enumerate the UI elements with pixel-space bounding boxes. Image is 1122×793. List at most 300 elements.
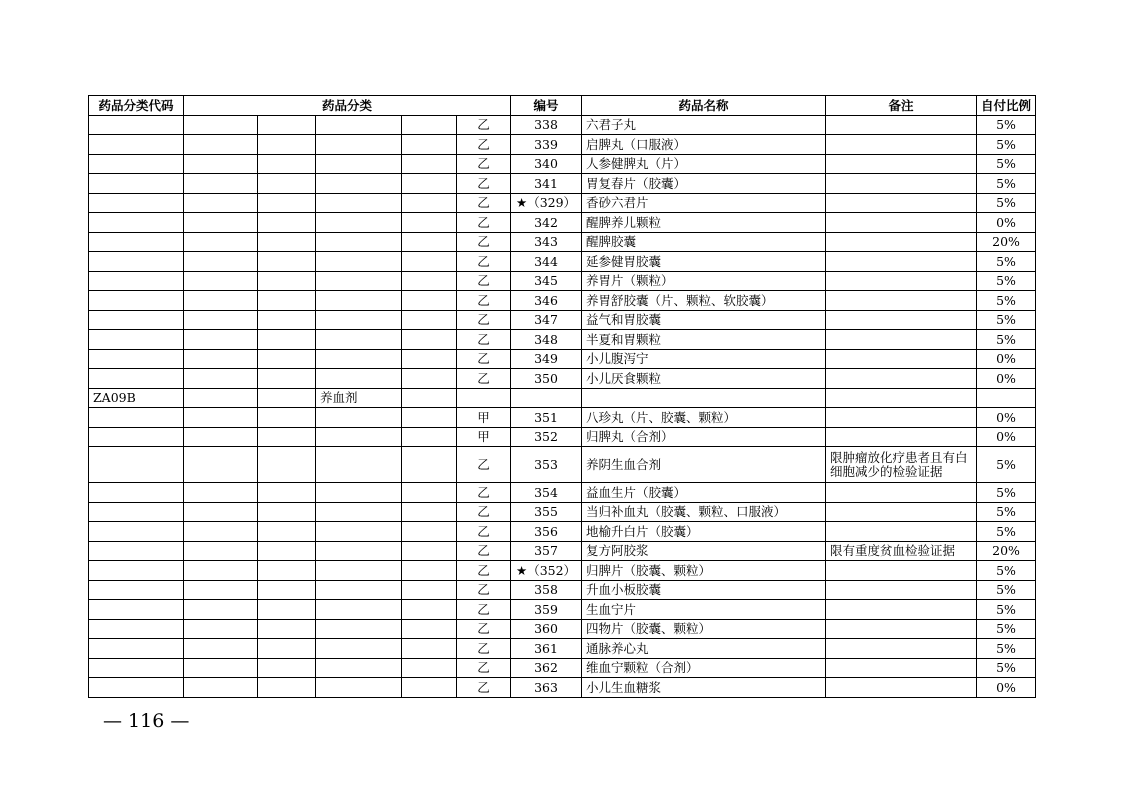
cell-num: 363 — [511, 678, 582, 698]
cell-ratio: 5% — [977, 135, 1036, 155]
table-row — [89, 408, 1036, 428]
cell-empty — [184, 388, 258, 408]
cell-empty — [258, 369, 316, 389]
cell-empty — [402, 427, 457, 447]
cell-num: 357 — [511, 541, 582, 561]
cell-empty — [402, 541, 457, 561]
cell-empty — [258, 658, 316, 678]
cell-category — [316, 639, 402, 659]
cell-empty — [402, 658, 457, 678]
cell-name: 半夏和胃颗粒 — [582, 330, 826, 350]
cell-category — [316, 619, 402, 639]
cell-category — [316, 447, 402, 483]
cell-empty — [184, 369, 258, 389]
cell-num: ★（329） — [511, 193, 582, 213]
cell-code — [89, 349, 184, 369]
cell-ratio: 0% — [977, 678, 1036, 698]
cell-name: 香砂六君片 — [582, 193, 826, 213]
cell-category — [316, 522, 402, 542]
cell-ratio: 20% — [977, 232, 1036, 252]
cell-empty — [184, 658, 258, 678]
cell-code — [89, 600, 184, 620]
table-row — [89, 135, 1036, 155]
cell-level: 乙 — [457, 174, 511, 194]
cell-empty — [402, 291, 457, 311]
cell-remark — [826, 600, 977, 620]
cell-code — [89, 369, 184, 389]
cell-num: 348 — [511, 330, 582, 350]
cell-ratio: 5% — [977, 522, 1036, 542]
cell-code — [89, 174, 184, 194]
cell-empty — [258, 291, 316, 311]
table-row — [89, 522, 1036, 542]
table-row — [89, 447, 1036, 483]
cell-category — [316, 369, 402, 389]
cell-level: 乙 — [457, 232, 511, 252]
cell-code — [89, 232, 184, 252]
table-row — [89, 502, 1036, 522]
cell-remark — [826, 291, 977, 311]
cell-ratio: 5% — [977, 193, 1036, 213]
cell-category — [316, 174, 402, 194]
cell-category — [316, 135, 402, 155]
header-row — [89, 96, 1036, 116]
cell-ratio: 5% — [977, 154, 1036, 174]
cell-empty — [258, 639, 316, 659]
cell-empty — [184, 213, 258, 233]
cell-level: 乙 — [457, 291, 511, 311]
cell-num: 351 — [511, 408, 582, 428]
cell-empty — [258, 502, 316, 522]
cell-level: 乙 — [457, 522, 511, 542]
cell-code — [89, 502, 184, 522]
table-row — [89, 388, 1036, 408]
cell-num: 339 — [511, 135, 582, 155]
cell-remark: 限有重度贫血检验证据 — [826, 541, 977, 561]
cell-remark — [826, 154, 977, 174]
cell-level: 乙 — [457, 330, 511, 350]
cell-empty — [258, 271, 316, 291]
cell-ratio: 5% — [977, 252, 1036, 272]
table-row — [89, 580, 1036, 600]
cell-empty — [258, 232, 316, 252]
cell-code — [89, 291, 184, 311]
cell-code: ZA09B — [89, 388, 184, 408]
cell-ratio: 5% — [977, 174, 1036, 194]
cell-level: 乙 — [457, 252, 511, 272]
cell-empty — [402, 600, 457, 620]
cell-category — [316, 154, 402, 174]
cell-empty — [184, 483, 258, 503]
cell-remark — [826, 271, 977, 291]
cell-code — [89, 330, 184, 350]
cell-empty — [402, 619, 457, 639]
cell-category — [316, 213, 402, 233]
cell-num: 340 — [511, 154, 582, 174]
cell-num: 359 — [511, 600, 582, 620]
cell-num: 352 — [511, 427, 582, 447]
table-row — [89, 115, 1036, 135]
cell-code — [89, 115, 184, 135]
cell-name: 小儿生血糖浆 — [582, 678, 826, 698]
cell-ratio: 5% — [977, 483, 1036, 503]
cell-remark — [826, 658, 977, 678]
cell-level: 乙 — [457, 639, 511, 659]
cell-remark — [826, 174, 977, 194]
cell-ratio: 5% — [977, 619, 1036, 639]
table-row — [89, 619, 1036, 639]
cell-num: 358 — [511, 580, 582, 600]
cell-name: 益气和胃胶囊 — [582, 310, 826, 330]
cell-remark — [826, 369, 977, 389]
cell-code — [89, 561, 184, 581]
cell-remark — [826, 561, 977, 581]
cell-empty — [402, 310, 457, 330]
cell-remark — [826, 349, 977, 369]
table-row — [89, 330, 1036, 350]
cell-empty — [402, 388, 457, 408]
cell-name: 升血小板胶囊 — [582, 580, 826, 600]
cell-ratio: 5% — [977, 115, 1036, 135]
table-row — [89, 349, 1036, 369]
cell-code — [89, 580, 184, 600]
cell-category — [316, 310, 402, 330]
cell-empty — [402, 349, 457, 369]
cell-num: 360 — [511, 619, 582, 639]
cell-name: 人参健脾丸（片） — [582, 154, 826, 174]
cell-level: 甲 — [457, 427, 511, 447]
header-name: 药品名称 — [582, 96, 826, 116]
cell-name: 养阴生血合剂 — [582, 447, 826, 483]
cell-name: 醒脾养儿颗粒 — [582, 213, 826, 233]
cell-name: 延参健胃胶囊 — [582, 252, 826, 272]
cell-num: 344 — [511, 252, 582, 272]
table-row — [89, 154, 1036, 174]
cell-level: 乙 — [457, 561, 511, 581]
cell-num: 361 — [511, 639, 582, 659]
cell-empty — [402, 502, 457, 522]
cell-empty — [184, 678, 258, 698]
cell-empty — [184, 408, 258, 428]
cell-empty — [402, 522, 457, 542]
cell-num: ★（352） — [511, 561, 582, 581]
cell-ratio: 5% — [977, 639, 1036, 659]
cell-num: 353 — [511, 447, 582, 483]
cell-empty — [402, 154, 457, 174]
cell-ratio: 5% — [977, 291, 1036, 311]
cell-category — [316, 349, 402, 369]
table-row — [89, 291, 1036, 311]
table-row — [89, 658, 1036, 678]
cell-empty — [184, 522, 258, 542]
cell-level: 乙 — [457, 135, 511, 155]
cell-ratio: 5% — [977, 271, 1036, 291]
cell-remark — [826, 388, 977, 408]
cell-remark — [826, 330, 977, 350]
drug-list-table — [88, 95, 1036, 698]
cell-empty — [258, 580, 316, 600]
cell-code — [89, 522, 184, 542]
cell-empty — [184, 619, 258, 639]
cell-empty — [184, 427, 258, 447]
cell-code — [89, 408, 184, 428]
cell-empty — [402, 408, 457, 428]
cell-empty — [402, 639, 457, 659]
cell-num: 343 — [511, 232, 582, 252]
cell-empty — [184, 174, 258, 194]
cell-empty — [184, 447, 258, 483]
cell-empty — [258, 600, 316, 620]
cell-remark — [826, 427, 977, 447]
cell-remark: 限肿瘤放化疗患者且有白细胞减少的检验证据 — [826, 447, 977, 483]
cell-level: 乙 — [457, 580, 511, 600]
cell-level: 甲 — [457, 408, 511, 428]
header-category: 药品分类 — [184, 96, 511, 116]
cell-category — [316, 232, 402, 252]
cell-ratio: 0% — [977, 408, 1036, 428]
cell-num: 350 — [511, 369, 582, 389]
cell-ratio: 5% — [977, 330, 1036, 350]
cell-num: 356 — [511, 522, 582, 542]
cell-remark — [826, 580, 977, 600]
cell-code — [89, 483, 184, 503]
cell-category — [316, 483, 402, 503]
cell-level: 乙 — [457, 600, 511, 620]
cell-empty — [402, 252, 457, 272]
table-row — [89, 541, 1036, 561]
cell-category — [316, 115, 402, 135]
cell-level: 乙 — [457, 502, 511, 522]
cell-ratio: 0% — [977, 427, 1036, 447]
cell-name: 四物片（胶囊、颗粒） — [582, 619, 826, 639]
cell-remark — [826, 232, 977, 252]
cell-level: 乙 — [457, 541, 511, 561]
cell-remark — [826, 252, 977, 272]
table-row — [89, 561, 1036, 581]
cell-name: 益血生片（胶囊） — [582, 483, 826, 503]
cell-category — [316, 193, 402, 213]
table-row — [89, 600, 1036, 620]
table-row — [89, 427, 1036, 447]
cell-empty — [258, 213, 316, 233]
cell-level: 乙 — [457, 619, 511, 639]
cell-category — [316, 408, 402, 428]
cell-code — [89, 427, 184, 447]
cell-empty — [184, 580, 258, 600]
cell-empty — [184, 600, 258, 620]
header-remark: 备注 — [826, 96, 977, 116]
cell-empty — [402, 271, 457, 291]
table-row — [89, 193, 1036, 213]
cell-empty — [258, 522, 316, 542]
cell-code — [89, 541, 184, 561]
cell-name: 复方阿胶浆 — [582, 541, 826, 561]
cell-empty — [402, 678, 457, 698]
cell-empty — [258, 252, 316, 272]
table-row — [89, 310, 1036, 330]
cell-level: 乙 — [457, 658, 511, 678]
cell-num: 338 — [511, 115, 582, 135]
cell-ratio: 5% — [977, 447, 1036, 483]
cell-category — [316, 580, 402, 600]
cell-category — [316, 291, 402, 311]
cell-num: 342 — [511, 213, 582, 233]
cell-empty — [402, 561, 457, 581]
cell-category — [316, 502, 402, 522]
cell-empty — [258, 388, 316, 408]
cell-code — [89, 213, 184, 233]
cell-empty — [184, 154, 258, 174]
cell-ratio — [977, 388, 1036, 408]
cell-empty — [258, 310, 316, 330]
cell-remark — [826, 502, 977, 522]
cell-remark — [826, 213, 977, 233]
cell-empty — [258, 447, 316, 483]
cell-name: 胃复春片（胶囊） — [582, 174, 826, 194]
cell-empty — [258, 193, 316, 213]
cell-empty — [402, 174, 457, 194]
cell-ratio: 5% — [977, 600, 1036, 620]
cell-code — [89, 252, 184, 272]
cell-empty — [184, 349, 258, 369]
cell-level: 乙 — [457, 154, 511, 174]
cell-name — [582, 388, 826, 408]
cell-name: 通脉养心丸 — [582, 639, 826, 659]
cell-ratio: 0% — [977, 349, 1036, 369]
table-row — [89, 369, 1036, 389]
cell-empty — [184, 310, 258, 330]
cell-empty — [184, 291, 258, 311]
cell-num — [511, 388, 582, 408]
cell-remark — [826, 522, 977, 542]
cell-empty — [258, 483, 316, 503]
cell-ratio: 5% — [977, 502, 1036, 522]
cell-category — [316, 427, 402, 447]
cell-code — [89, 310, 184, 330]
cell-name: 醒脾胶囊 — [582, 232, 826, 252]
cell-code — [89, 658, 184, 678]
cell-num: 345 — [511, 271, 582, 291]
table-row — [89, 174, 1036, 194]
cell-empty — [258, 541, 316, 561]
cell-ratio: 20% — [977, 541, 1036, 561]
header-code: 药品分类代码 — [89, 96, 184, 116]
cell-empty — [258, 349, 316, 369]
page-number: — 116 — — [103, 710, 190, 732]
cell-empty — [258, 561, 316, 581]
cell-remark — [826, 678, 977, 698]
cell-empty — [184, 561, 258, 581]
cell-level: 乙 — [457, 271, 511, 291]
cell-name: 地榆升白片（胶囊） — [582, 522, 826, 542]
cell-empty — [258, 154, 316, 174]
table-row — [89, 252, 1036, 272]
cell-name: 小儿厌食颗粒 — [582, 369, 826, 389]
cell-empty — [258, 408, 316, 428]
cell-num: 341 — [511, 174, 582, 194]
cell-empty — [184, 232, 258, 252]
cell-name: 养胃舒胶囊（片、颗粒、软胶囊） — [582, 291, 826, 311]
cell-empty — [402, 447, 457, 483]
cell-remark — [826, 193, 977, 213]
cell-level — [457, 388, 511, 408]
cell-name: 八珍丸（片、胶囊、颗粒） — [582, 408, 826, 428]
cell-remark — [826, 639, 977, 659]
cell-level: 乙 — [457, 115, 511, 135]
cell-category — [316, 330, 402, 350]
cell-num: 346 — [511, 291, 582, 311]
cell-name: 归脾片（胶囊、颗粒） — [582, 561, 826, 581]
cell-empty — [184, 135, 258, 155]
cell-level: 乙 — [457, 349, 511, 369]
cell-remark — [826, 408, 977, 428]
cell-remark — [826, 310, 977, 330]
cell-empty — [184, 502, 258, 522]
header-number: 编号 — [511, 96, 582, 116]
cell-code — [89, 271, 184, 291]
cell-level: 乙 — [457, 369, 511, 389]
cell-level: 乙 — [457, 310, 511, 330]
cell-remark — [826, 115, 977, 135]
cell-num: 354 — [511, 483, 582, 503]
cell-category — [316, 541, 402, 561]
cell-level: 乙 — [457, 447, 511, 483]
cell-name: 维血宁颗粒（合剂） — [582, 658, 826, 678]
cell-remark — [826, 619, 977, 639]
cell-name: 归脾丸（合剂） — [582, 427, 826, 447]
cell-empty — [184, 541, 258, 561]
cell-empty — [184, 639, 258, 659]
cell-num: 349 — [511, 349, 582, 369]
cell-category — [316, 658, 402, 678]
cell-name: 六君子丸 — [582, 115, 826, 135]
cell-category — [316, 678, 402, 698]
cell-empty — [402, 115, 457, 135]
cell-code — [89, 193, 184, 213]
cell-empty — [184, 115, 258, 135]
cell-empty — [402, 135, 457, 155]
cell-category — [316, 600, 402, 620]
table-row — [89, 639, 1036, 659]
cell-category — [316, 252, 402, 272]
cell-ratio: 5% — [977, 658, 1036, 678]
table-row — [89, 271, 1036, 291]
cell-ratio: 5% — [977, 310, 1036, 330]
cell-empty — [402, 369, 457, 389]
cell-remark — [826, 483, 977, 503]
cell-num: 355 — [511, 502, 582, 522]
table-row — [89, 678, 1036, 698]
cell-category: 养血剂 — [316, 388, 402, 408]
cell-category — [316, 561, 402, 581]
cell-name: 生血宁片 — [582, 600, 826, 620]
cell-empty — [184, 271, 258, 291]
cell-name: 当归补血丸（胶囊、颗粒、口服液） — [582, 502, 826, 522]
cell-empty — [402, 193, 457, 213]
table-row — [89, 232, 1036, 252]
cell-code — [89, 639, 184, 659]
cell-level: 乙 — [457, 678, 511, 698]
cell-code — [89, 154, 184, 174]
cell-empty — [258, 174, 316, 194]
cell-empty — [184, 330, 258, 350]
cell-category — [316, 271, 402, 291]
cell-empty — [258, 135, 316, 155]
cell-code — [89, 619, 184, 639]
cell-ratio: 5% — [977, 580, 1036, 600]
header-ratio: 自付比例 — [977, 96, 1036, 116]
cell-level: 乙 — [457, 483, 511, 503]
